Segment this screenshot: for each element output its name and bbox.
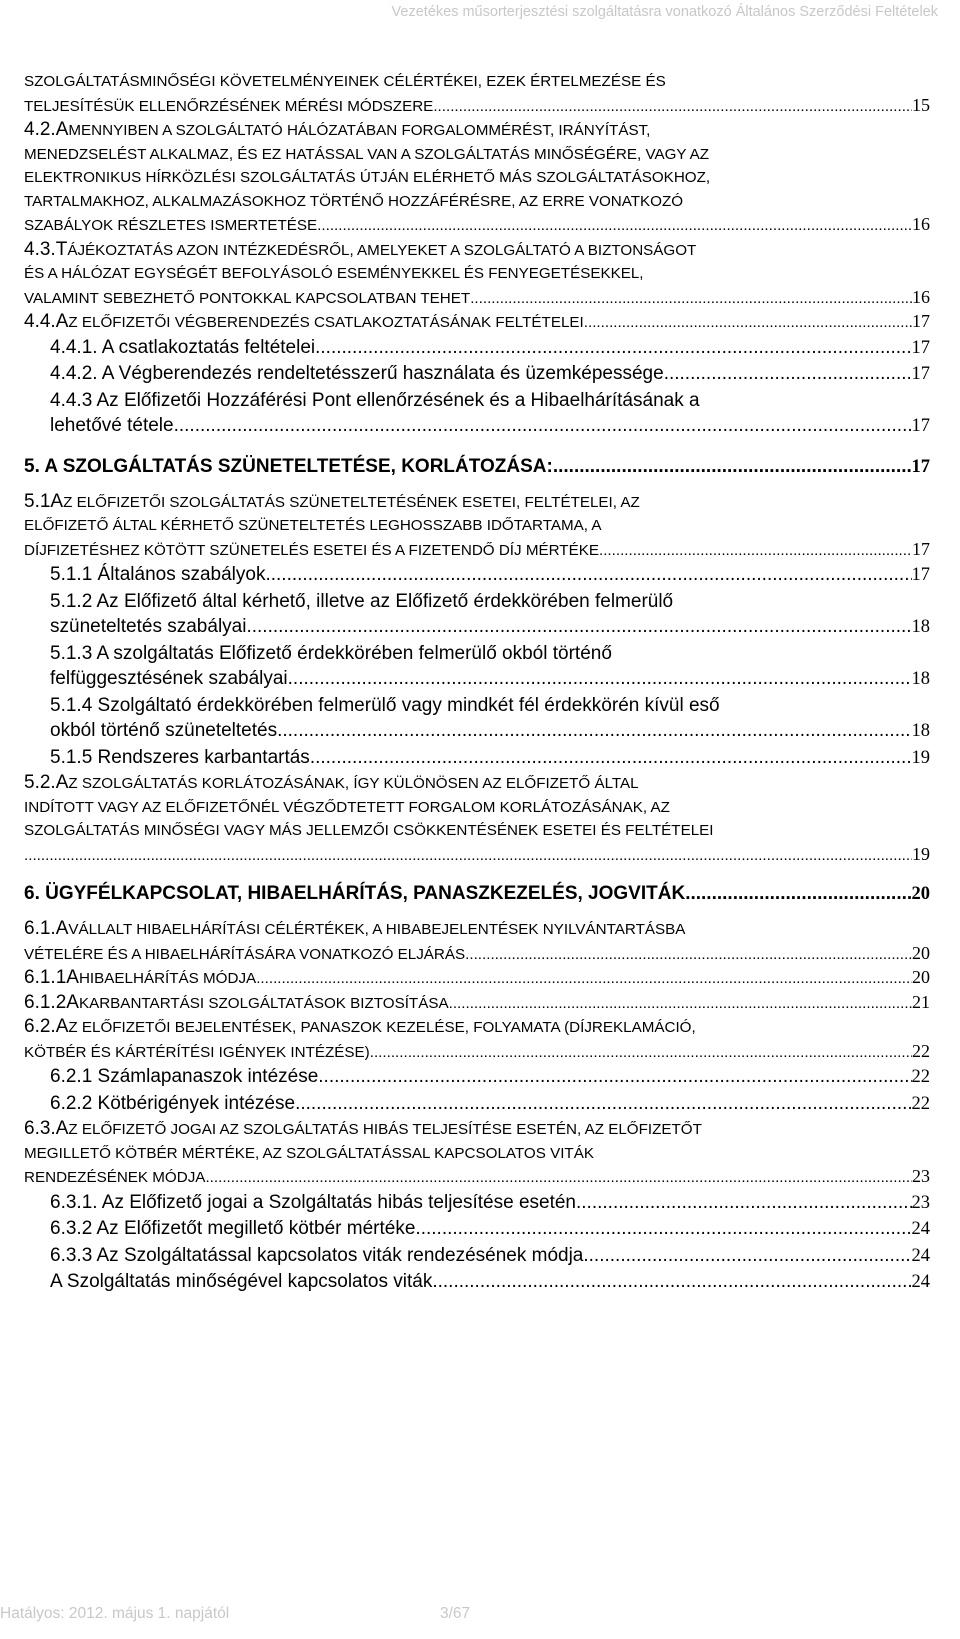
toc-leader-dots <box>317 214 912 238</box>
toc-entry[interactable] <box>50 1269 930 1296</box>
toc-entry-text: Z ELŐFIZETŐI VÉGBERENDEZÉS CSATLAKOZTATÁSÁNAK FELTÉTELEI <box>68 314 584 331</box>
toc-entry-text: lehetővé tétele <box>50 415 174 436</box>
toc-entry[interactable] <box>24 70 930 118</box>
toc-entry-text: ELŐFIZETŐ ÁLTAL KÉRHETŐ SZÜNETELTETÉS LEGHOSSZABB IDŐTARTAMA, A <box>24 517 602 534</box>
toc-entry-text: SZOLGÁLTATÁS MINŐSÉGI VAGY MÁS JELLEMZŐI CSÖKKENTÉSÉNEK ESETEI ÉS FELTÉTELEI <box>24 822 714 839</box>
toc-leader-dots <box>24 844 912 868</box>
toc-entry[interactable] <box>50 361 930 388</box>
toc-entry-text: szüneteltetés szabályai <box>50 616 247 637</box>
toc-entry-line <box>24 917 930 942</box>
toc-leader-dots <box>576 1190 912 1216</box>
toc-entry-line <box>24 1142 930 1166</box>
toc-page-number: 24 <box>911 1272 930 1292</box>
toc-entry-text: ÉS A HÁLÓZAT EGYSÉGÉT BEFOLYÁSOLÓ ESEMÉNYEKKEL ÉS FENYEGETÉSEKKEL, <box>24 265 644 282</box>
toc-entry-last-line <box>50 361 930 388</box>
toc-page-number: 18 <box>911 617 930 637</box>
toc-entry[interactable] <box>50 693 930 745</box>
toc-entry-last-line <box>50 1216 930 1243</box>
toc-entry-last-line <box>24 454 930 480</box>
toc-entry-line <box>24 771 930 796</box>
toc-entry-last-line <box>50 718 930 745</box>
page-header: Vezetékes műsorterjesztési szolgáltatásra vonatkozó Általános Szerződési Feltételek <box>391 4 938 20</box>
toc-leader-dots <box>415 1216 911 1242</box>
toc-entry[interactable] <box>24 1015 930 1064</box>
toc-entry-initial: A <box>50 490 64 512</box>
toc-entry-text: 6.2.2 Kötbérigények intézése <box>50 1092 296 1114</box>
toc-page-number: 22 <box>911 1093 930 1114</box>
footer-valid-from: Hatályos: 2012. május 1. napjától <box>0 1605 230 1622</box>
toc-entry-text: ÁJÉKOZTATÁS AZON INTÉZKEDÉSRŐL, AMELYEKET A SZOLGÁLTATÓ A BIZTONSÁGOT <box>67 241 697 259</box>
toc-entry-text: KARBANTARTÁSI SZOLGÁLTATÁSOK BIZTOSÍTÁSA <box>78 994 449 1012</box>
toc-entry-text: Z ELŐFIZETŐI BEJELENTÉSEK, PANASZOK KEZELÉSE, FOLYAMATA (DÍJREKLAMÁCIÓ, <box>68 1019 696 1036</box>
toc-entry[interactable] <box>50 745 930 772</box>
toc-leader-dots <box>553 454 912 480</box>
toc-entry-last-line <box>24 538 930 563</box>
toc-entry-line <box>24 70 930 94</box>
toc-entry-last-line <box>24 843 930 868</box>
toc-entry[interactable] <box>50 335 930 362</box>
toc-entry-text: 5.1.1 Általános szabályok <box>50 564 266 585</box>
toc-leader-dots <box>277 718 911 744</box>
toc-entry-text: 5. A SZOLGÁLTATÁS SZÜNETELTETÉSE, KORLÁTOZÁSA: <box>24 455 553 477</box>
toc-page-number: 22 <box>912 1040 930 1061</box>
toc-entry-text: MENNYIBEN A SZOLGÁLTATÓ HÁLÓZATÁBAN FORGALOMMÉRÉST, IRÁNYÍTÁST, <box>68 122 651 139</box>
toc-entry-text: VÉTELÉRE ÉS A HIBAELHÁRÍTÁSÁRA VONATKOZÓ ELJÁRÁS <box>24 945 466 963</box>
toc-page-number: 24 <box>911 1219 930 1239</box>
toc-entry-text: KÖTBÉR ÉS KÁRTÉRÍTÉSI IGÉNYEK INTÉZÉSE) <box>24 1043 370 1061</box>
toc-page-number: 20 <box>912 967 930 987</box>
toc-leader-dots <box>295 1091 911 1117</box>
toc-leader-dots <box>465 943 912 967</box>
toc-entry-text: 5.1.3 A szolgáltatás Előfizető érdekkörében felmerülő okból történő <box>50 642 612 664</box>
toc-entry-last-line <box>50 413 930 440</box>
toc-leader-dots <box>685 881 911 907</box>
toc-entry[interactable] <box>24 881 930 907</box>
toc-entry-text: 6.2.1 Számlapanaszok intézése <box>50 1066 319 1087</box>
toc-entry-last-line <box>24 991 930 1016</box>
toc-entry[interactable] <box>50 589 930 641</box>
toc-entry-number: 6.1.1 <box>24 967 67 988</box>
toc-leader-dots <box>310 745 912 771</box>
toc-entry-text: felfüggesztésének szabályai <box>50 668 288 689</box>
toc-entry-text: 4.4.1. A csatlakoztatás feltételei <box>50 336 316 358</box>
toc-entry-text: ELEKTRONIKUS HÍRKÖZLÉSI SZOLGÁLTATÁS ÚTJÁN ELÉRHETŐ MÁS SZOLGÁLTATÁSOKHOZ, <box>24 169 711 186</box>
toc-entry-initial: A <box>66 967 79 988</box>
toc-entry[interactable] <box>24 1117 930 1190</box>
toc-entry-text: SZABÁLYOK RÉSZLETES ISMERTETÉSE <box>24 217 318 234</box>
toc-page-number: 20 <box>912 942 930 963</box>
toc-entry-last-line <box>50 666 930 693</box>
toc-entry-line <box>24 796 930 820</box>
toc-entry[interactable] <box>24 771 930 867</box>
toc-entry-last-line <box>50 1269 930 1296</box>
toc-page-number: 17 <box>911 364 930 384</box>
toc-entry-text: A Szolgáltatás minőségével kapcsolatos viták <box>50 1271 433 1292</box>
toc-entry-last-line <box>24 881 930 907</box>
toc-entry-text: DÍJFIZETÉSHEZ KÖTÖTT SZÜNETELÉS ESETEI ÉS A FIZETENDŐ DÍJ MÉRTÉKE <box>24 541 599 559</box>
toc-entry-last-line <box>24 1165 930 1190</box>
toc-entry-text: INDÍTOTT VAGY AZ ELŐFIZETŐNÉL VÉGZŐDTETETT FORGALOM KORLÁTOZÁSÁNAK, AZ <box>24 798 670 816</box>
toc-entry-text: VALAMINT SEBEZHETŐ PONTOKKAL KAPCSOLATBAN TEHET <box>24 289 471 307</box>
toc-entry[interactable] <box>50 1064 930 1091</box>
toc-entry-text: SZOLGÁLTATÁSMINŐSÉGI KÖVETELMÉNYEINEK CÉLÉRTÉKEI, EZEK ÉRTELMEZÉSE ÉS <box>24 73 666 90</box>
toc-entry-line <box>50 388 930 414</box>
toc-entry-number: 5.2. <box>24 772 56 793</box>
toc-entry-number: 6.2. <box>24 1016 56 1037</box>
toc-page-number: 17 <box>911 337 930 358</box>
toc-entry-last-line <box>50 1064 930 1091</box>
toc-entry-text: Z ELŐFIZETŐ JOGAI AZ SZOLGÁLTATÁS HIBÁS TELJESÍTÉSE ESETÉN, AZ ELŐFIZETŐT <box>68 1121 702 1138</box>
toc-page-number: 18 <box>911 721 930 741</box>
toc-entry-last-line <box>24 286 930 311</box>
toc-entry-number: 6.3. <box>24 1118 56 1139</box>
toc-page-number: 16 <box>912 286 930 307</box>
toc-page-number: 17 <box>911 456 930 477</box>
toc-page-number: 20 <box>911 884 930 904</box>
toc-entry[interactable] <box>50 1190 930 1217</box>
toc-entry-line <box>24 1117 930 1142</box>
toc-entry[interactable] <box>50 562 930 589</box>
toc-leader-dots <box>584 311 912 335</box>
toc-entry-number: 4.3. <box>24 238 56 260</box>
toc-entry-text: Z SZOLGÁLTATÁS KORLÁTOZÁSÁNAK, ÍGY KÜLÖNÖSEN AZ ELŐFIZETŐ ÁLTAL <box>68 775 639 792</box>
toc-entry-text: TELJESÍTÉSÜK ELLENŐRZÉSÉNEK MÉRÉSI MÓDSZERE <box>24 97 434 115</box>
toc-entry-line <box>50 589 930 615</box>
toc-entry-number: 4.2. <box>24 119 56 140</box>
toc-page-number: 19 <box>912 843 930 864</box>
toc-leader-dots <box>256 967 912 991</box>
toc-page-number: 15 <box>912 94 930 115</box>
toc-page-number: 16 <box>912 214 930 234</box>
toc-entry-initial: A <box>55 1016 69 1037</box>
toc-page-number: 18 <box>911 669 930 689</box>
toc-entry-number: 4.4. <box>24 311 56 332</box>
toc-entry[interactable] <box>24 238 930 311</box>
toc-entry-text: VÁLLALT HIBAELHÁRÍTÁSI CÉLÉRTÉKEK, A HIBABEJELENTÉSEK NYILVÁNTARTÁSBA <box>68 921 686 938</box>
toc-leader-dots <box>174 413 912 439</box>
toc-entry-text: 5.1.4 Szolgáltató érdekkörében felmerülő vagy mindkét fél érdekkörén kívül eső <box>50 694 720 716</box>
toc-entry-last-line <box>24 310 930 335</box>
toc-page-number: 24 <box>911 1245 930 1266</box>
toc-entry-last-line <box>50 614 930 641</box>
toc-entry-initial: A <box>55 918 69 939</box>
toc-entry-number: 6.1. <box>24 918 56 939</box>
toc-page-number: 17 <box>911 565 930 585</box>
toc-entry-text: Z ELŐFIZETŐI SZOLGÁLTATÁS SZÜNETELTETÉSÉNEK ESETEI, FELTÉTELEI, AZ <box>63 493 640 511</box>
toc-entry-last-line <box>50 1243 930 1270</box>
toc-entry-text: MEGILLETŐ KÖTBÉR MÉRTÉKE, AZ SZOLGÁLTATÁSSAL KAPCSOLATOS VITÁK <box>24 1144 594 1162</box>
toc-entry-initial: A <box>66 991 79 1013</box>
toc-entry-last-line <box>24 966 930 991</box>
toc-entry-last-line <box>24 94 930 119</box>
toc-entry[interactable] <box>50 1243 930 1270</box>
toc-entry-number: 5.1 <box>24 490 51 512</box>
toc-entry-last-line <box>24 1040 930 1065</box>
toc-entry-last-line <box>50 1091 930 1118</box>
toc-entry-initial: A <box>55 311 69 332</box>
toc-entry-line <box>24 143 930 167</box>
toc-entry-line <box>24 262 930 286</box>
toc-entry-text: TARTALMAKHOZ, ALKALMAZÁSOKHOZ TÖRTÉNŐ HOZZÁFÉRÉSRE, AZ ERRE VONATKOZÓ <box>24 192 684 210</box>
toc-leader-dots <box>599 539 912 563</box>
toc-entry-initial: A <box>55 772 69 793</box>
toc-entry-text: HIBAELHÁRÍTÁS MÓDJA <box>78 970 257 987</box>
toc-leader-dots <box>205 1166 912 1190</box>
toc-entry[interactable] <box>50 388 930 440</box>
toc-entry[interactable] <box>50 1216 930 1243</box>
toc-entry-line <box>24 819 930 843</box>
toc-page-number: 17 <box>911 416 930 436</box>
toc-entry-last-line <box>50 1190 930 1217</box>
toc-leader-dots <box>449 992 912 1016</box>
toc-entry[interactable] <box>24 454 930 480</box>
toc-entry-line <box>24 514 930 538</box>
toc-leader-dots <box>288 666 912 692</box>
toc-leader-dots <box>433 95 912 119</box>
toc-entry-text: 6.3.2 Az Előfizetőt megillető kötbér mértéke <box>50 1218 416 1239</box>
toc-leader-dots <box>470 287 912 311</box>
toc-entry-text: okból történő szüneteltetés <box>50 720 278 741</box>
toc-leader-dots <box>664 361 912 387</box>
toc-entry[interactable] <box>24 118 930 238</box>
toc-entry-line <box>50 693 930 719</box>
toc-entry[interactable] <box>24 917 930 966</box>
toc-leader-dots <box>246 614 911 640</box>
toc-leader-dots <box>370 1041 912 1065</box>
toc-entry-line <box>24 238 930 263</box>
toc-entry[interactable] <box>50 641 930 693</box>
toc-entry-number: 6.1.2 <box>24 991 67 1013</box>
toc-entry[interactable] <box>24 490 930 563</box>
toc-leader-dots <box>432 1269 911 1295</box>
toc-entry-initial: A <box>55 119 69 140</box>
toc-entry[interactable] <box>24 310 930 335</box>
footer-page-number: 3/67 <box>440 1605 471 1622</box>
toc-entry-last-line <box>50 562 930 589</box>
toc-page-number: 17 <box>912 311 930 331</box>
toc-entry-initial: T <box>55 238 68 260</box>
toc-entry-text: 6. ÜGYFÉLKAPCSOLAT, HIBAELHÁRÍTÁS, PANASZKEZELÉS, JOGVITÁK <box>24 883 686 904</box>
toc-entry-line <box>24 118 930 143</box>
toc-entry-line <box>24 1015 930 1040</box>
toc-page-number: 23 <box>912 1166 930 1186</box>
toc-entry[interactable] <box>50 1091 930 1118</box>
toc-page-number: 19 <box>911 747 930 768</box>
toc-entry-text: 5.1.2 Az Előfizető által kérhető, illetve az Előfizető érdekkörében felmerülő <box>50 590 674 612</box>
toc-entry-text: 4.4.2. A Végberendezés rendeltetésszerű használata és üzemképessége <box>50 363 664 384</box>
toc-leader-dots <box>315 335 911 361</box>
table-of-contents <box>24 70 930 1296</box>
toc-entry-line <box>50 641 930 667</box>
toc-entry-line <box>24 166 930 190</box>
toc-entry-text: 5.1.5 Rendszeres karbantartás <box>50 746 310 768</box>
toc-page-number: 21 <box>912 991 930 1012</box>
toc-entry-line <box>24 190 930 214</box>
toc-entry-initial: A <box>55 1118 69 1139</box>
toc-entry-last-line <box>24 213 930 238</box>
toc-page-number: 17 <box>912 538 930 559</box>
toc-entry-last-line <box>50 745 930 772</box>
toc-entry-text: 6.3.1. Az Előfizető jogai a Szolgáltatás hibás teljesítése esetén <box>50 1191 576 1213</box>
toc-entry-last-line <box>50 335 930 362</box>
toc-entry-last-line <box>24 942 930 967</box>
toc-entry-text: 4.4.3 Az Előfizetői Hozzáférési Pont ellenőrzésének és a Hibaelhárításának a <box>50 389 700 411</box>
toc-entry[interactable] <box>24 966 930 991</box>
toc-entry-text: RENDEZÉSÉNEK MÓDJA <box>24 1169 206 1186</box>
toc-entry[interactable] <box>24 991 930 1016</box>
toc-entry-line <box>24 490 930 515</box>
toc-leader-dots <box>583 1243 911 1269</box>
toc-entry-text: MENEDZSELÉST ALKALMAZ, ÉS EZ HATÁSSAL VAN A SZOLGÁLTATÁS MINŐSÉGÉRE, VAGY AZ <box>24 145 710 163</box>
toc-leader-dots <box>318 1064 911 1090</box>
toc-page-number: 22 <box>911 1067 930 1087</box>
toc-entry-text: 6.3.3 Az Szolgáltatással kapcsolatos viták rendezésének módja <box>50 1244 584 1266</box>
toc-leader-dots <box>265 562 911 588</box>
toc-page-number: 23 <box>911 1192 930 1213</box>
